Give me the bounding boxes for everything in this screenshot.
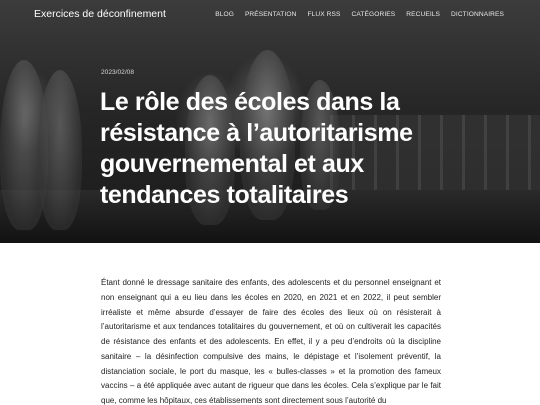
top-navbar	[0, 0, 540, 28]
nav-link-categories[interactable]: CATÉGORIES	[351, 10, 396, 18]
main-nav	[215, 11, 504, 18]
nav-link-dictionnaires[interactable]: DICTIONNAIRES	[451, 10, 504, 18]
nav-link-blog[interactable]: BLOG	[215, 10, 234, 18]
article-body	[101, 276, 441, 405]
post-title: Le rôle des écoles dans la résistance à l’autoritarisme gouvernemental et aux tendances totalitaires	[100, 88, 413, 209]
nav-link-presentation[interactable]: PRÉSENTATION	[244, 10, 297, 18]
article-paragraph: Étant donné le dressage sanitaire des enfants, des adolescents et du personnel enseignant et non enseignant qui a eu lieu dans les écoles en 2020, en 2021 et en 2022, il peut sembler irréaliste et même absurde d’essayer de faire des écoles des lieux où on résisterait à l’autoritarisme et aux tendances totalitaires du gouvernement, et où on cultiverait les capacités de résistance des enfants et des adolescents. En effet, il y a peu d’endroits où la discipline sanitaire – la désinfection compulsive des mains, le dépistage et l’isolement préventif, la distanciation sociale, le port du masque, les « bulles-classes » et la promotion des fameux vaccins – a été appliquée avec autant de rigueur que dans les écoles. Cela s’explique par le fait que, comme les hôpitaux, ces établissements sont directement sous l’autorité du	[101, 278, 441, 405]
nav-link-rss[interactable]: FLUX RSS	[307, 10, 341, 18]
post-date: 2023/02/08	[101, 69, 135, 76]
nav-link-recueils[interactable]: RECUEILS	[406, 10, 441, 18]
site-title-link[interactable]: Exercices de déconfinement	[34, 8, 166, 20]
